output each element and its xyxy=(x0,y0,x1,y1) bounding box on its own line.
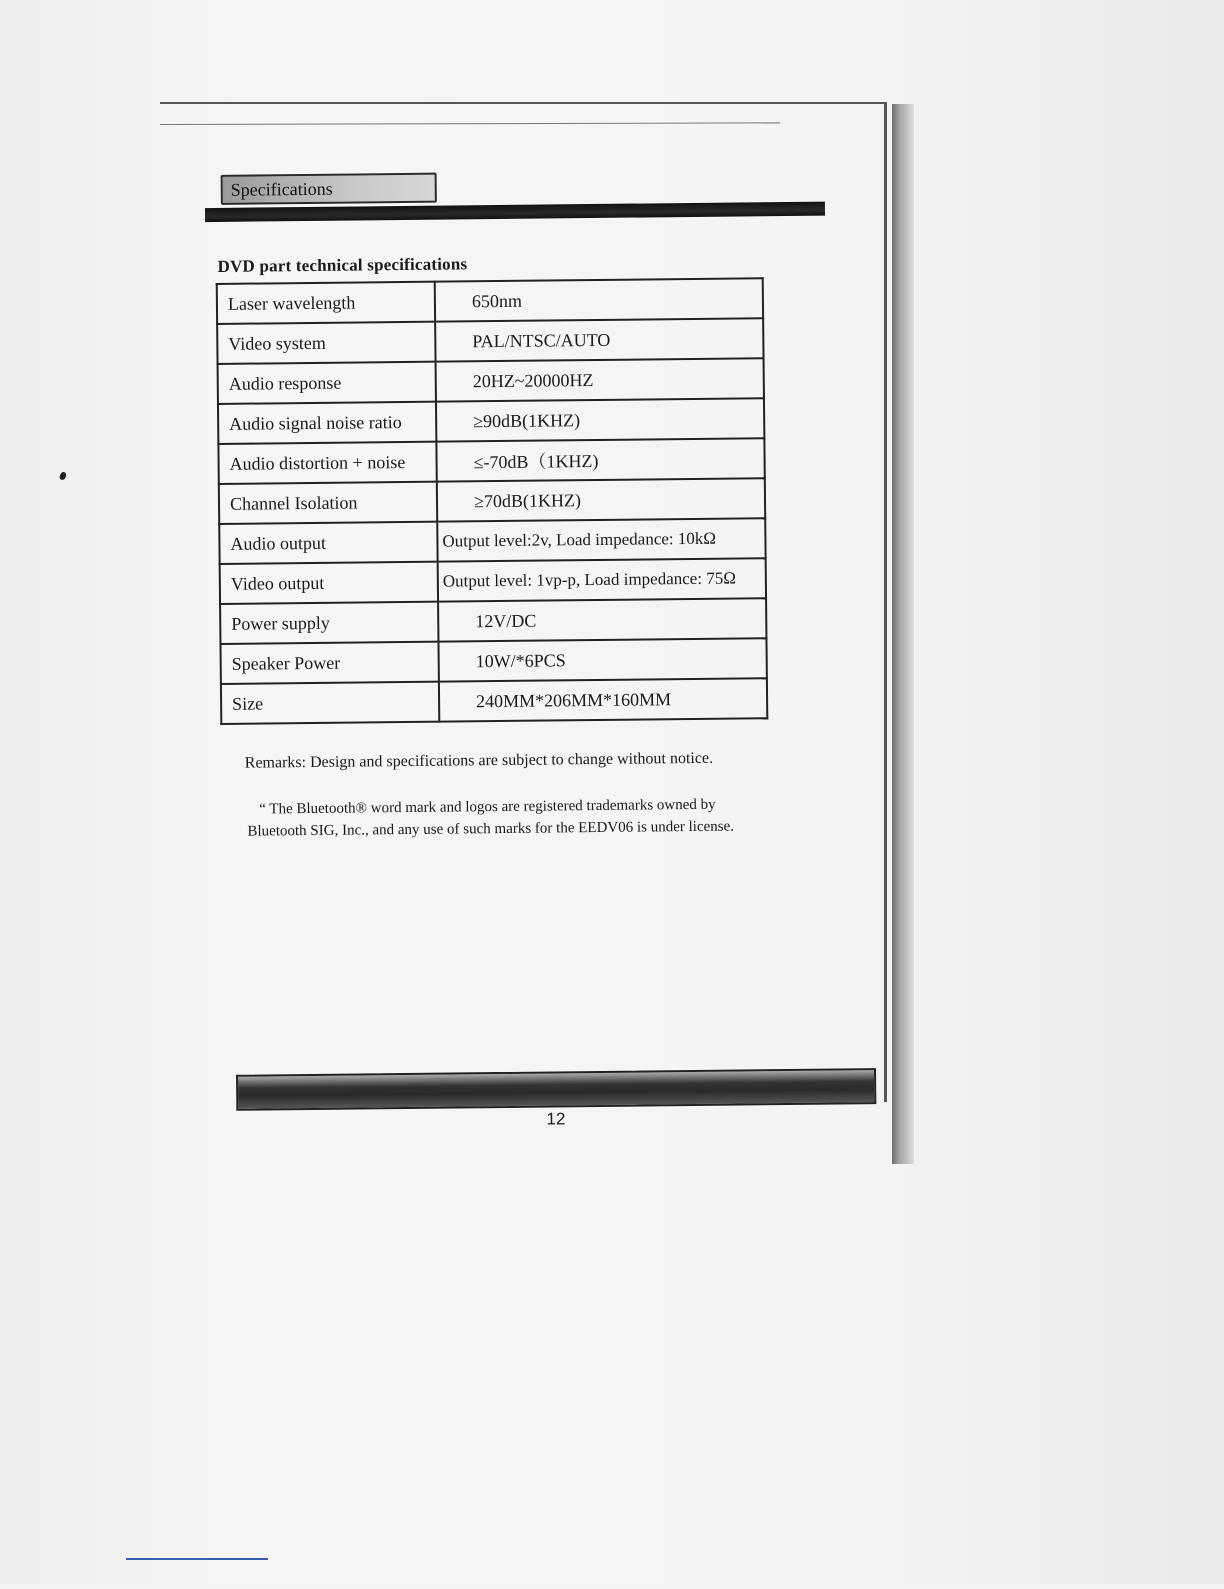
spec-value: Output level: 1vp-p, Load impedance: 75Ω xyxy=(438,558,766,601)
table-row xyxy=(219,478,765,524)
spec-label: Channel Isolation xyxy=(219,482,437,524)
section-tab-label: Specifications xyxy=(230,178,333,200)
spec-value: 240MM*206MM*160MM xyxy=(439,678,767,721)
table-row xyxy=(221,678,767,724)
footer-bar xyxy=(236,1068,876,1111)
remarks-text: Remarks: Design and specifications are subject to change without notice. xyxy=(244,749,714,772)
bluetooth-trademark-note xyxy=(247,792,837,842)
spec-label: Speaker Power xyxy=(220,642,438,684)
spec-table xyxy=(216,277,769,725)
spec-value: Output level:2v, Load impedance: 10kΩ xyxy=(437,518,765,561)
scan-edge-mark xyxy=(126,1558,268,1560)
spec-value: 20HZ~20000HZ xyxy=(436,358,764,401)
page-number: 12 xyxy=(546,1109,566,1129)
spec-label: Video output xyxy=(220,562,438,604)
spec-value: ≥90dB(1KHZ) xyxy=(436,398,764,441)
section-divider-bar xyxy=(205,202,825,222)
spec-value: ≤-70dB（1KHZ) xyxy=(436,438,764,481)
table-row xyxy=(218,358,764,404)
spec-label: Audio signal noise ratio xyxy=(218,402,436,444)
spec-label: Audio distortion + noise xyxy=(218,442,436,484)
table-row xyxy=(220,558,766,604)
spec-label: Audio output xyxy=(219,522,437,564)
spec-label: Size xyxy=(221,682,439,724)
spec-value: 12V/DC xyxy=(438,598,766,641)
table-row xyxy=(220,638,766,684)
table-row xyxy=(218,398,764,444)
spec-label: Audio response xyxy=(218,362,436,404)
spec-label: Power supply xyxy=(220,602,438,644)
spec-value: PAL/NTSC/AUTO xyxy=(435,318,763,361)
table-row xyxy=(217,278,763,324)
section-tab xyxy=(221,173,437,205)
spec-label: Laser wavelength xyxy=(217,282,435,324)
spec-value: ≥70dB(1KHZ) xyxy=(437,478,765,521)
table-row xyxy=(218,438,764,484)
table-row xyxy=(217,318,763,364)
spec-value: 650nm xyxy=(435,278,763,321)
page-title: DVD part technical specifications xyxy=(217,254,468,276)
table-row xyxy=(219,518,765,564)
table-row xyxy=(220,598,766,644)
spec-value: 10W/*6PCS xyxy=(438,638,766,681)
spec-label: Video system xyxy=(217,322,435,364)
bluetooth-note-line-1: “ The Bluetooth® word mark and logos are registered trademarks owned by xyxy=(259,796,716,818)
bluetooth-note-line-2: Bluetooth SIG, Inc., and any use of such marks for the EEDV06 is under license. xyxy=(247,818,735,840)
